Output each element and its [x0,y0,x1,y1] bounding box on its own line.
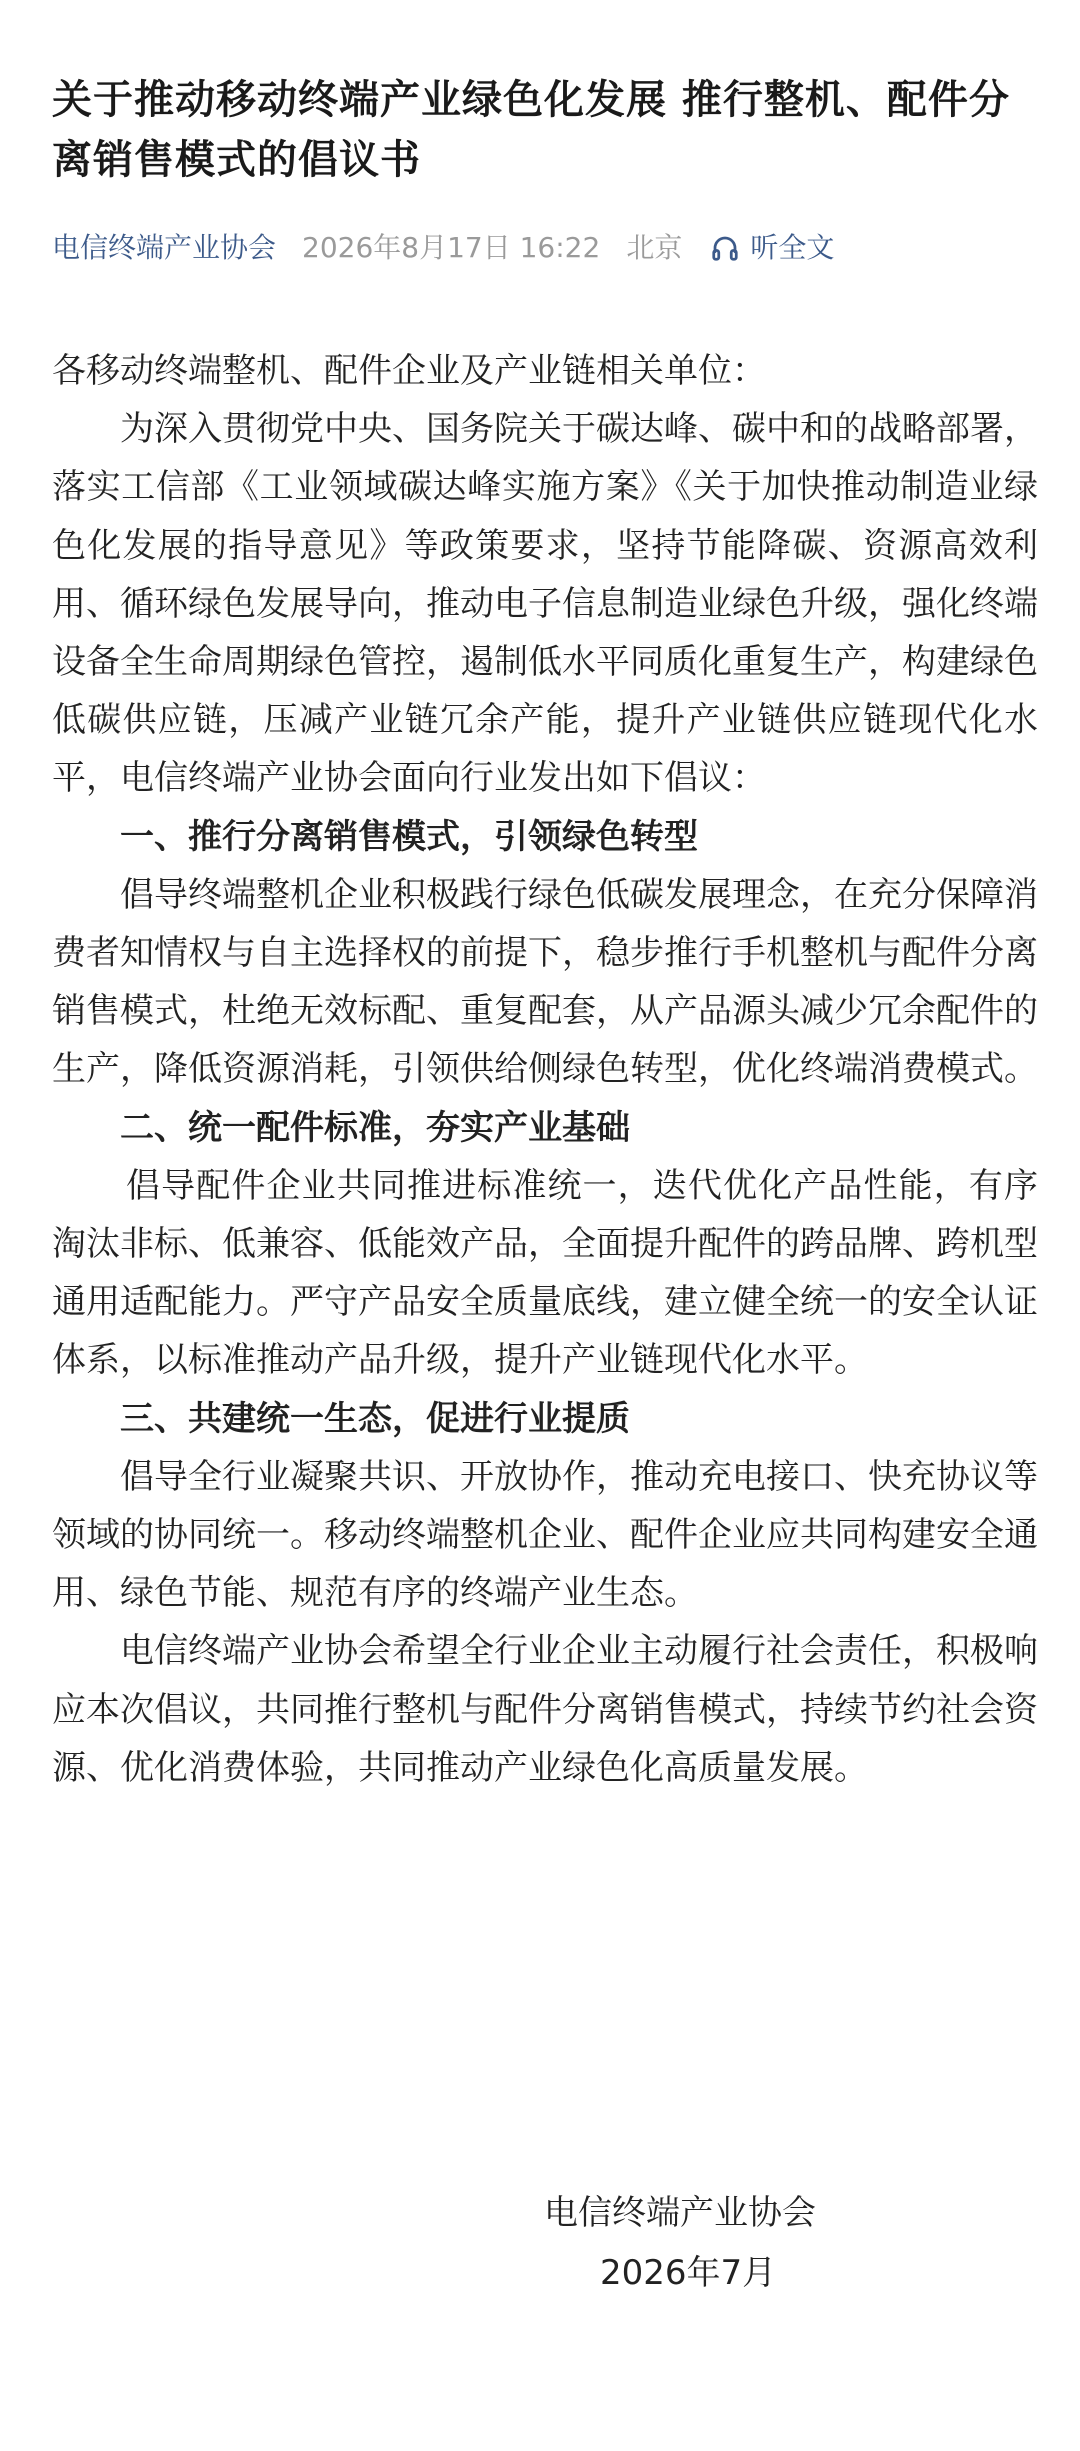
salutation: 各移动终端整机、配件企业及产业链相关单位： [52,351,766,391]
signature-organization: 电信终端产业协会 [544,2193,816,2233]
listen-full-text-button[interactable] [710,224,834,272]
section-paragraph: 倡导配件企业共同推进标准统一，迭代优化产品性能，有序淘汰非标、低兼容、低能效产品，全面提升配件的跨品牌、跨机型通用适配能力。严守产品安全质量底线，建立健全统一的安全认证体系，以标准推动产品升级，提升产业链现代化水平。 [52,1165,1038,1381]
listen-label: 听全文 [750,231,835,264]
intro-paragraph: 为深入贯彻党中央、国务院关于碳达峰、碳中和的战略部署，落实工信部《工业领域碳达峰实施方案》《关于加快推动制造业绿色化发展的指导意见》等政策要求，坚持节能降碳、资源高效利用、循环绿色发展导向，推动电子信息制造业绿色升级，强化终端设备全生命周期绿色管控，遏制低水平同质化重复生产，构建绿色低碳供应链，压减产业链冗余产能，提升产业链供应链现代化水平，电信终端产业协会面向行业发出如下倡议： [52,409,1038,799]
section-heading: 一、推行分离销售模式，引领绿色转型 [120,816,698,857]
publish-datetime: 2026年8月17日 16:22 [302,231,601,264]
section-heading: 二、统一配件标准，夯实产业基础 [120,1107,630,1148]
publish-location: 北京 [626,231,683,264]
article-title: 关于推动移动终端产业绿色化发展 推行整机、配件分离销售模式的倡议书 [52,77,1010,183]
article-meta [52,224,834,272]
signature-date: 2026年7月 [600,2253,777,2293]
section-paragraph: 倡导终端整机企业积极践行绿色低碳发展理念，在充分保障消费者知情权与自主选择权的前提下，稳步推行手机整机与配件分离销售模式，杜绝无效标配、重复配套，从产品源头减少冗余配件的生产，降低资源消耗，引领供给侧绿色转型，优化终端消费模式。 [52,874,1038,1090]
section-heading: 三、共建统一生态，促进行业提质 [120,1398,630,1439]
section-paragraph: 倡导全行业凝聚共识、开放协作，推动充电接口、快充协议等领域的协同统一。移动终端整机企业、配件企业应共同构建安全通用、绿色节能、规范有序的终端产业生态。 [52,1456,1038,1614]
headphones-icon [710,233,740,263]
article-body [52,342,1038,1797]
closing-paragraph: 电信终端产业协会希望全行业企业主动履行社会责任，积极响应本次倡议，共同推行整机与配件分离销售模式，持续节约社会资源、优化消费体验，共同推动产业绿色化高质量发展。 [52,1631,1038,1788]
source-link[interactable]: 电信终端产业协会 [52,231,277,264]
